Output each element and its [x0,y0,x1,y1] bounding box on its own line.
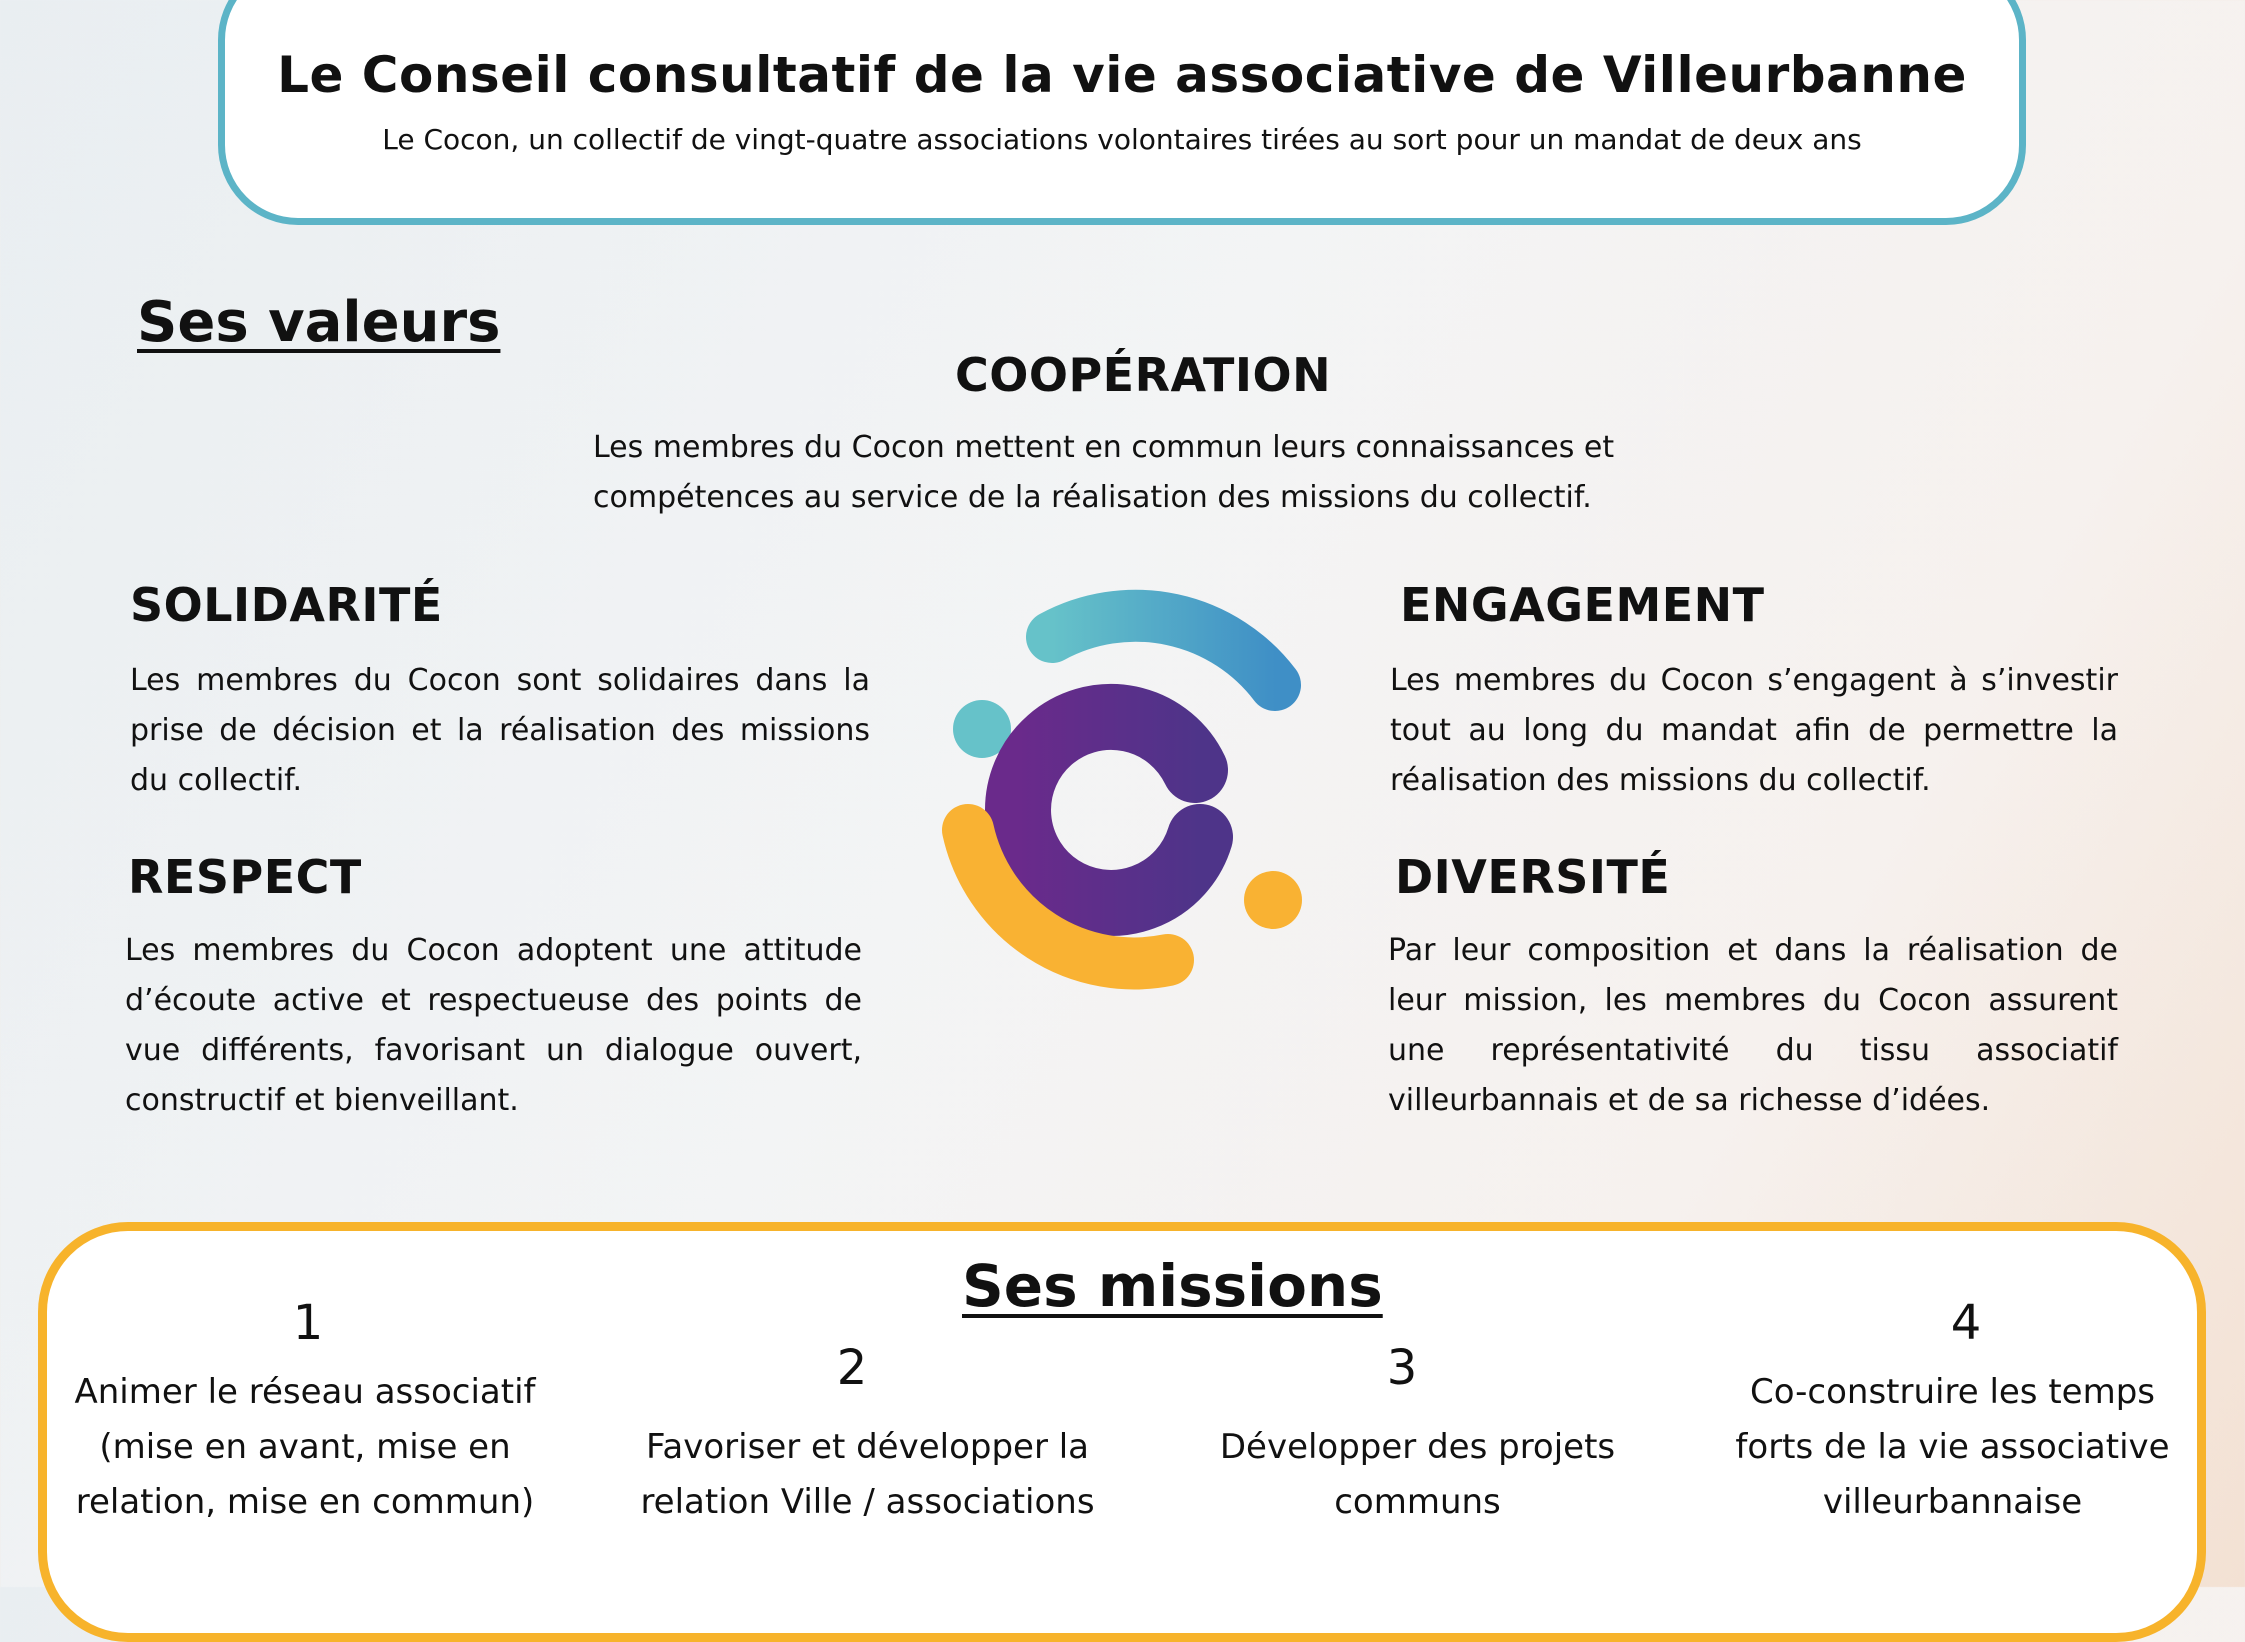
value-respect-heading: RESPECT [128,850,362,904]
value-cooperation-text: Les membres du Cocon mettent en commun leurs connaissances et compétences au service de la réalisation des missions du collectif. [593,430,1615,515]
mission-number: 1 [292,1295,324,1351]
mission-number: 3 [1386,1340,1418,1396]
value-diversite-heading: DIVERSITÉ [1395,850,1671,904]
mission-number: 4 [1950,1295,1982,1351]
page-subtitle: Le Cocon, un collectif de vingt-quatre associations volontaires tirées au sort pour un mandat de deux ans [382,123,1862,156]
page-title: Le Conseil consultatif de la vie associative de Villeurbanne [277,46,1967,104]
value-respect-text: Les membres du Cocon adoptent une attitude d’écoute active et respectueuse des points de vue différents, favorisant un dialogue ouvert, constructif et bienveillant. [125,933,862,1118]
mission-text: Favoriser et développer la relation Ville / associations [640,1427,1095,1522]
mission-text: Co-construire les temps forts de la vie associative villeurbannaise [1735,1372,2170,1522]
value-solidarite-heading: SOLIDARITÉ [130,578,443,632]
missions-section-title: Ses missions [962,1252,1383,1320]
cocon-c-logo-icon [940,575,1320,995]
value-engagement-text: Les membres du Cocon s’engagent à s’investir tout au long du mandat afin de permettre la réalisation des missions du collectif. [1390,663,2118,798]
value-solidarite-text: Les membres du Cocon sont solidaires dans la prise de décision et la réalisation des missions du collectif. [130,663,870,798]
header-banner [218,0,2026,225]
value-cooperation-heading: COOPÉRATION [955,348,1332,402]
mission-number: 2 [836,1340,868,1396]
values-section-title: Ses valeurs [137,290,501,355]
mission-text: Animer le réseau associatif (mise en avant, mise en relation, mise en commun) [74,1372,536,1522]
value-diversite-text: Par leur composition et dans la réalisation de leur mission, les membres du Cocon assurent une représentativité du tissu associatif villeurbannais et de sa richesse d’idées. [1388,933,2118,1118]
logo-purple-c [1018,717,1200,903]
value-engagement-heading: ENGAGEMENT [1400,578,1765,632]
logo-blue-arc [1052,616,1275,685]
mission-text: Développer des projets communs [1219,1427,1616,1522]
logo-yellow-dot [1244,871,1302,929]
